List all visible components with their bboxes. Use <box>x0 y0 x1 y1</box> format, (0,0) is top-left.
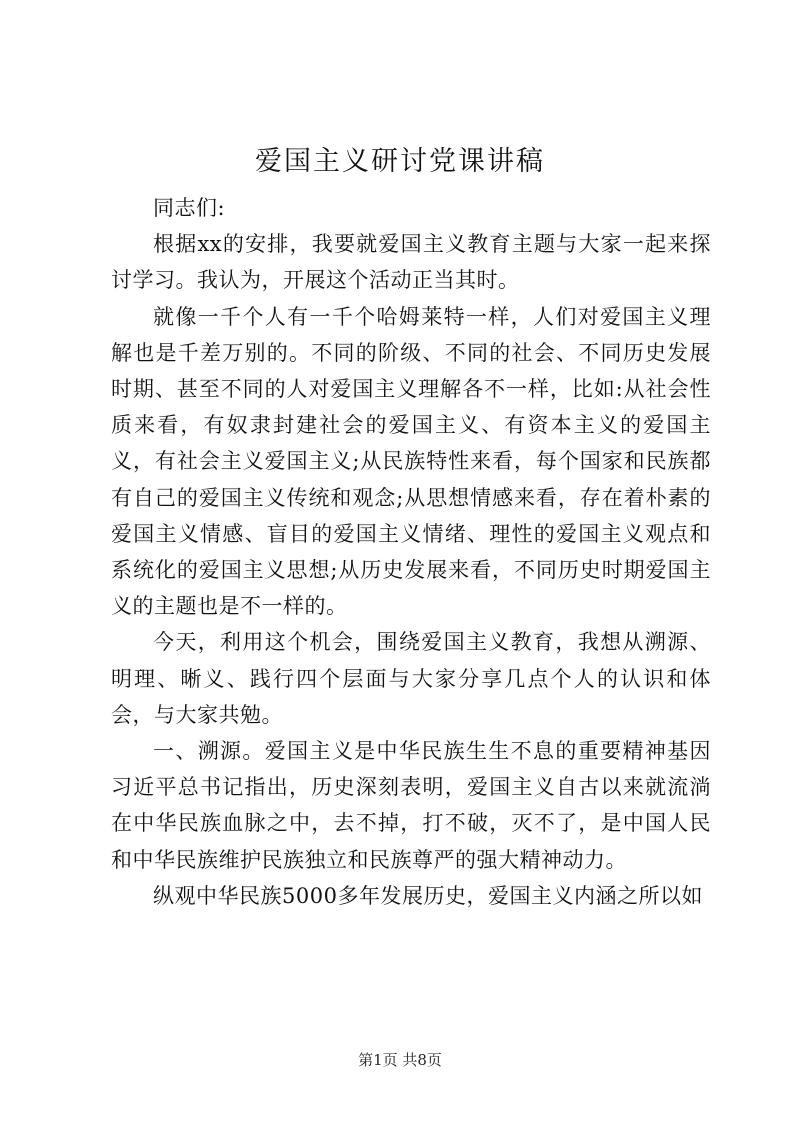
document-body <box>111 190 711 914</box>
paragraph-intro: 根据xx的安排，我要就爱国主义教育主题与大家一起来探讨学习。我认为，开展这个活动正当其时。 <box>111 232 711 293</box>
paragraph-origin: 一、溯源。爱国主义是中华民族生生不息的重要精神基因习近平总书记指出，历史深刻表明，爱国主义自古以来就流淌在中华民族血脉之中，去不掉，打不破，灭不了，是中国人民和中华民族维护民族独立和民族尊严的强大精神动力。 <box>111 739 711 872</box>
page-footer: 第1页 共8页 <box>358 1051 442 1069</box>
paragraph-today: 今天，利用这个机会，围绕爱国主义教育，我想从溯源、明理、晰义、践行四个层面与大家分享几点个人的认识和体会，与大家共勉。 <box>111 630 711 727</box>
paragraph-greeting: 同志们: <box>153 196 226 220</box>
paragraph-history: 纵观中华民族5000多年发展历史，爱国主义内涵之所以如 <box>153 883 703 908</box>
document-title: 爱国主义研讨党课讲稿 <box>255 146 545 177</box>
paragraph-hamlet: 就像一千个人有一千个哈姆莱特一样，人们对爱国主义理解也是千差万别的。不同的阶级、不同的社会、不同历史发展时期、甚至不同的人对爱国主义理解各不一样，比如:从社会性质来看，有奴隶封建社会的爱国主义、有资本主义的爱国主义，有社会主义爱国主义;从民族特性来看，每个国家和民族都有自己的爱国主义传统和观念;从思想情感来看，存在着朴素的爱国主义情感、盲目的爱国主义情绪、理性的爱国主义观点和系统化的爱国主义思想;从历史发展来看，不同历史时期爱国主义的主题也是不一样的。 <box>111 304 711 619</box>
